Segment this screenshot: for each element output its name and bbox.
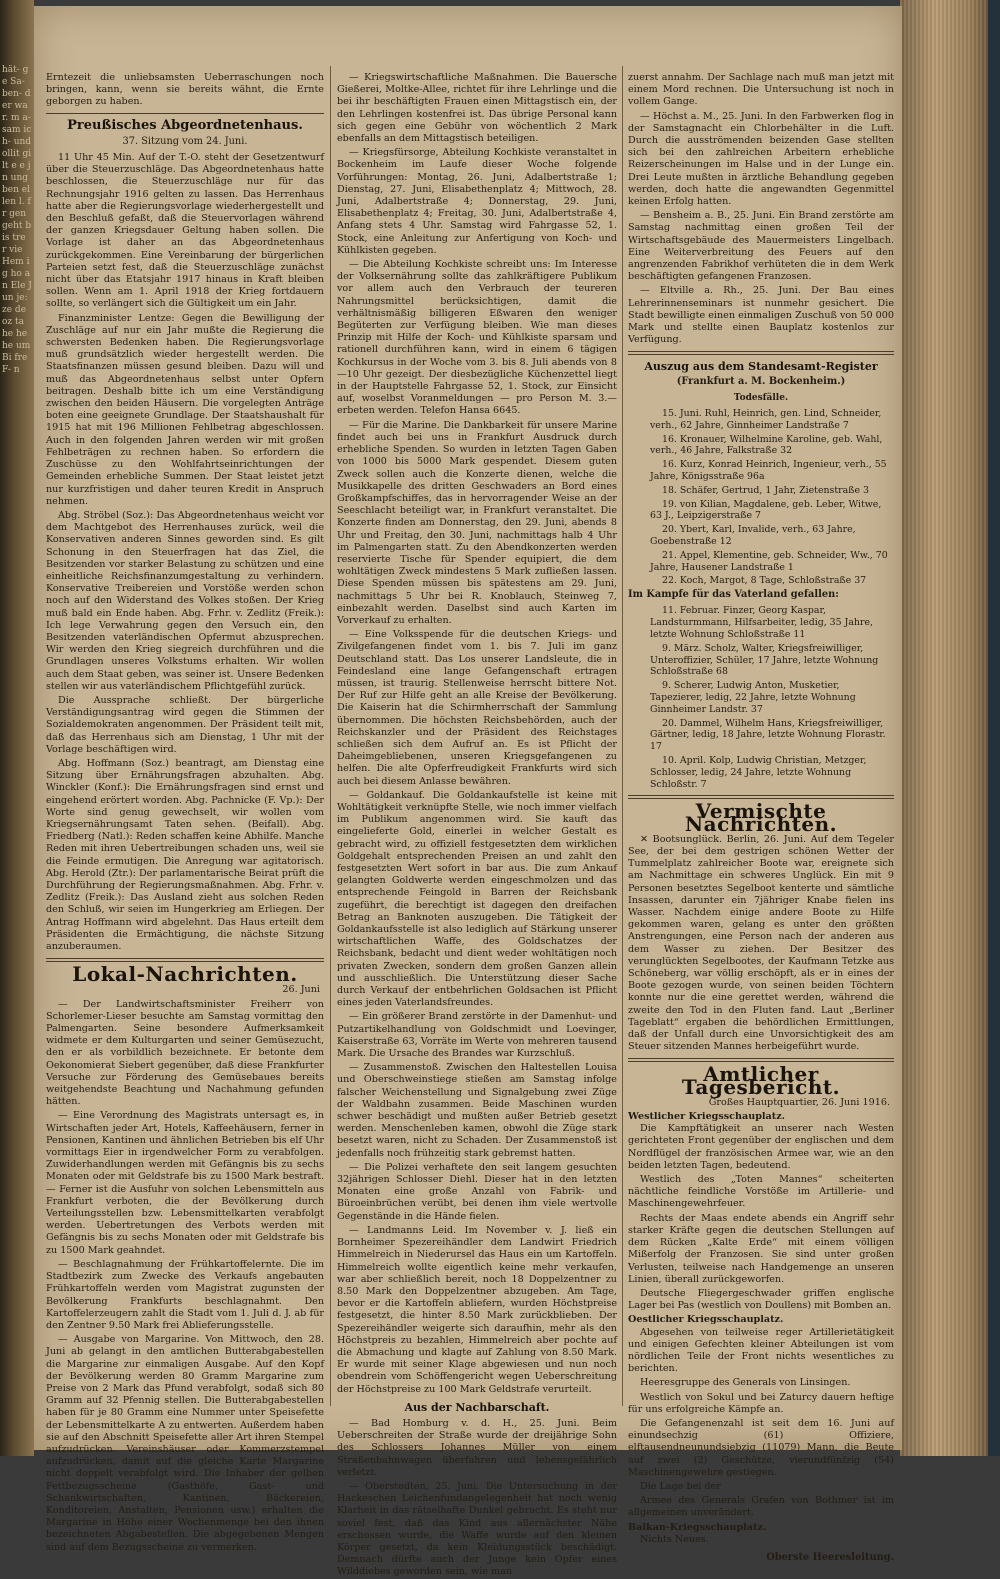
- column-rule-1: [330, 66, 331, 1406]
- divider: [46, 113, 324, 114]
- article-paragraph: — Oberstedten, 25. Juni. Die Untersuchung in der Hackeschen Leichenfundangelegenheit hat noch wenig Klarheit in das rätselhafte Dunkel gebracht. Es steht nur soviel fest, daß das Kind aus allernächster Nähe erschossen wurde, die Waffe wurde auf den kleinen Körper gesetzt, da kein Kleidungsstück beschädigt. Demnach dürfte auch der Junge kein Opfer eines Wilddiebes geworden sein, wie man: [337, 1480, 617, 1578]
- article-paragraph: — Bensheim a. B., 25. Juni. Ein Brand zerstörte am Samstag nachmittag einen großen Teil der Wirtschaftsgebäude des Mauermeisters Lingelbach. Eine Weiterverbreitung des Feuers auf den angrenzenden Fabrikhof verhüteten die in dem Werk beschäftigten gefangenen Franzosen.: [628, 210, 894, 283]
- register-entry: 20. Ybert, Karl, Invalide, verh., 63 Jahre, Goebenstraße 12: [650, 524, 856, 548]
- report-balkan-heading: Balkan-Kriegsschauplatz.: [628, 1521, 767, 1533]
- article-paragraph: — Die Polizei verhaftete den seit langem gesuchten 32jährigen Schlosser Diehl. Dieser hat in den letzten Monaten eine große Anzahl von Fabrik- und Büroeinbrüchen verübt, bei denen ihm viele wertvolle Gegenstände in die Hände fielen.: [337, 1161, 617, 1222]
- report-paragraph: Westlich des „Toten Mannes“ scheiterten nächtliche feindliche Vorstöße im Artillerie- und Maschinengewehrfeuer.: [628, 1174, 894, 1210]
- dateline: 26. Juni: [282, 984, 320, 996]
- report-west-heading: Westlicher Kriegsschauplatz.: [628, 1111, 785, 1123]
- article-paragraph: Finanzminister Lentze: Gegen die Bewilligung der Zuschläge auf nur ein Jahr mußte die Regierung die schwersten Bedenken haben. Die Regierungsvorlage muß grundsätzlich wieder hergestellt werden. Die Staatsfinanzen müssen gesund bleiben. Dazu will und muß das Abgeordnetenhaus selbst unter Opfern beitragen. Deshalb bitte ich um eine Verständigung zwischen den beiden Häusern. Die vorgelegten Anträge boten eine geeignete Grundlage. Der Staatshaushalt für 1915 hat mit 196 Millionen Fehlbetrag abgeschlossen. Auch in den folgenden Jahren werden wir mit großen Fehlbeträgen zu rechnen haben. So erfordern die Zuschüsse zu den Wohlfahrtseinrichtungen der Gemeinden erhebliche Summen. Der Staat leistet jetzt nur kurzfristigen und daher teuren Kredit in Anspruch nehmen.: [46, 312, 324, 507]
- register-entry: 22. Koch, Margot, 8 Tage, Schloßstraße 37: [662, 575, 867, 587]
- report-dateline: Großes Hauptquartier, 26. Juni 1916.: [708, 1096, 890, 1108]
- register-war-entry: 11. Februar. Finzer, Georg Kaspar, Landsturmmann, Hilfsarbeiter, ledig, 35 Jahre, letzte Wohnung Schloßstraße 11: [650, 605, 873, 641]
- section-title-lokal: Lokal-Nachrichten.: [72, 962, 298, 987]
- report-paragraph: Heeresgruppe des Generals von Linsingen.: [640, 1377, 851, 1389]
- register-entry: 16. Kurz, Konrad Heinrich, Ingenieur, verh., 55 Jahre, Königsstraße 96a: [650, 459, 887, 483]
- register-entry: 15. Juni. Ruhl, Heinrich, gen. Lind, Schneider, verh., 62 Jahre, Ginnheimer Landstraße 7: [650, 408, 882, 431]
- article-paragraph: — Ein größerer Brand zerstörte in der Damenhut- und Putzartikelhandlung von Goldschmidt und Loevinger, Kaiserstraße 63, Vorräte im Werte von mehreren tausend Mark. Die Ursache des Brandes war Kurzschluß.: [337, 1011, 617, 1060]
- report-paragraph: Deutsche Fliegergeschwader griffen englische Lager bei Pas (westlich von Doullens) mit Bomben an.: [628, 1287, 894, 1312]
- column-2: [337, 72, 617, 1578]
- register-entry: 18. Schäfer, Gertrud, 1 Jahr, Zietenstraße 3: [662, 484, 869, 496]
- article-paragraph: — Die Abteilung Kochkiste schreibt uns: Im Interesse der Volksernährung sollte das zahlkräftigere Publikum vor allem auch den Verbrauch der teureren Nahrungsmittel berücksichtigen, damit die verhältnismäßig billigeren Eßwaren den weniger Begüterten zur Verfügung bleiben. Wie man dieses Prinzip mit Hilfe der Koch- und Kühlkiste sparsam und rationell durchführen kann, wird in einem 6 tägigen Kochkursus in der Woche vom 3. bis 8. Juli abends von 8—10 Uhr gezeigt. Der diesbezügliche Küchenzettel liegt in der Hauptstelle Fahrgasse 52, 1. Stock, zur Einsicht auf, woselbst Voranmeldungen — pro Person M. 3.— erbeten werden. Telefon Hansa 6645.: [337, 259, 617, 417]
- article-paragraph: Abg. Ströbel (Soz.): Das Abgeordnetenhaus weicht vor dem Machtgebot des Herrenhauses zurück, weil die Konservativen anderen Sinnes geworden sind. Es gilt Schonung in den Steuerfragen hat das Ziel, die Besitzenden vor starker Belastung zu schützen und eine einheitliche Reichsfinanzumgestaltung zu verhindern. Konservative Treibereien und Vorstöße werden schon noch auf den Widerstand des Volkes stoßen. Der Krieg muß bald ein Ende haben. Abg. Frhr. v. Zedlitz (Freik.): Ich lege Verwahrung gegen den Versuch ein, den Besitzenden vaterländischen Opfermut abzusprechen. Wir werden den Krieg siegreich durchführen und die Grundlagen unseres Volkstums erhalten. Wir wollen auch dem Staat geben, was seiner ist. Unsere Bedenken stellen wir aus vaterländischem Pflichtgefühl zurück.: [46, 509, 324, 692]
- register-war-entry: 9. März. Scholz, Walter, Kriegsfreiwilliger, Unteroffizier, Schüler, 17 Jahre, letzte Wohnung Schloßstraße 68: [650, 642, 879, 678]
- register-entry: 19. von Kilian, Magdalene, geb. Leber, Witwe, 63 J., Leipzigerstraße 7: [650, 498, 882, 522]
- register-war-entry: 20. Dammel, Wilhelm Hans, Kriegsfreiwilliger, Gärtner, ledig, 18 Jahre, letzte Wohnung Florastr. 17: [650, 717, 886, 753]
- article-paragraph: — Eine Verordnung des Magistrats untersagt es, in Wirtschaften jeder Art, Hotels, Kaffeehäusern, ferner in Pensionen, Kantinen und ähnlichen Betrieben bis elf Uhr vormittags Eier in irgendwelcher Form zu verabfolgen. Zuwiderhandlungen werden mit Gefängnis bis zu sechs Monaten oder mit Geldstrafe bis zu 1500 Mark bestraft. — Ferner ist die Ausfuhr von solchen Lebensmitteln aus Frankfurt verboten, die der Bevölkerung durch Verteilungsstellen bzw. Lebensmittelkarten verabfolgt werden. Uebertretungen des Verbots werden mit Gefängnis bis zu sechs Monaten oder mit Geldstrafe bis zu 1500 Mark geahndet.: [46, 1110, 324, 1256]
- register-war-heading: Im Kampfe für das Vaterland gefallen:: [628, 589, 839, 601]
- section-title-abgeordnetenhaus: Preußisches Abgeordnetenhaus.: [67, 117, 303, 133]
- register-title: Auszug aus dem Standesamt-Register: [644, 360, 878, 374]
- book-binding-right: [900, 0, 1000, 1456]
- report-paragraph: Nichts Neues.: [640, 1533, 709, 1545]
- article-paragraph: — Für die Marine. Die Dankbarkeit für unsere Marine findet auch bei uns in Frankfurt Ausdruck durch erhebliche Spenden. So wurden in letzten Tagen Gaben von 1000 bis 5000 Mark gespendet. Diesem guten Zweck sollen auch die Konzerte dienen, welche die Musikkapelle des dritten Geschwaders an Bord eines Großkampfschiffes, das in hervorragender Weise an der Seeschlacht beteiligt war, in Frankfurt veranstaltet. Die Konzerte finden am Donnerstag, den 29. Juni, abends 8 Uhr und Freitag, den 30. Juni, nachmittags halb 4 Uhr im Palmengarten statt. Zu den Abendkonzerten werden reservierte Tische für Spender equipiert, die dem wohltätigen Zweck mindestens 5 Mark zufließen lassen. Diese Spenden müssen bis spätestens am 29. Juni, nachmittags 5 Uhr bei R. Knoblauch, Steinweg 7, einbezahlt werden. Daselbst sind auch Karten im Vorverkauf zu erhalten.: [337, 419, 617, 626]
- column-3: [628, 72, 894, 1563]
- newspaper-page: [34, 6, 902, 1578]
- book-cover-edge: [988, 0, 1000, 1456]
- article-paragraph: — Eine Volksspende für die deutschen Kriegs- und Zivilgefangenen findet vom 1. bis 7. Juli im ganz Deutschland statt. Das Los unserer Landsleute, die in Feindesland eine lange Gefangenschaft ertragen müssen, ist traurig. Stellenweise herrscht bittere Not. Der Ruf zur Hilfe geht an alle Kreise der Bevölkerung. Die Kaiserin hat die Schirmherrschaft der Sammlung übernommen. Die höchsten Reichsbehörden, auch der Reichskanzler und der Präsident des Reichstages schließen sich dem Aufruf an. Es ist Pflicht der Daheimgebliebenen, unseren Kriegsgefangenen zu helfen. Die alte Opferfreudigkeit Frankfurts wird sich auch bei diesem Anlasse bewähren.: [337, 629, 617, 787]
- register-war-entry: 9. Scherer, Ludwig Anton, Musketier, Tapezierer, ledig, 22 Jahre, letzte Wohnung Ginnheimer Landstr. 37: [650, 680, 856, 715]
- article-paragraph: — Eltville a. Rh., 25. Juni. Der Bau eines Lehrerinnenseminars ist nunmehr gesichert. Die Stadt bewilligte einen einmaligen Zuschuß von 50 000 Mark und stellte einen Bauplatz kostenlos zur Verfügung.: [628, 285, 894, 346]
- register-entry: 21. Appel, Klementine, geb. Schneider, Ww., 70 Jahre, Hausener Landstraße 1: [650, 549, 888, 573]
- article-paragraph: — Kriegsfürsorge, Abteilung Kochkiste veranstaltet in Bockenheim im Laufe dieser Woche folgende Vorführungen: Montag, 26. Juni, Adalbertstraße 1; Dienstag, 27. Juni, Elisabethenplatz 4; Mittwoch, 28. Juni, Adalbertstraße 4; Donnerstag, 29. Juni, Elisabethenplatz 4; Freitag, 30. Juni, Adalbertstraße 4, Anfang stets 4 Uhr. Samstag wird Fahrgasse 52, 1. Stock, eine Anleitung zur Anfertigung von Koch- und Kühlkisten gegeben.: [337, 147, 617, 256]
- report-paragraph: Die Lage bei der: [640, 1480, 721, 1492]
- report-paragraph: Westlich von Sokul und bei Zaturcy dauern heftige für uns erfolgreiche Kämpfe an.: [628, 1391, 894, 1415]
- article-paragraph: — Landmanns Leid. Im November v. J. ließ ein Bornheimer Spezereihändler dem Landwirt Friedrich Himmelreich in Niederursel das Haus ein um Kartoffeln. Himmelreich wollte eigentlich keine mehr verkaufen, war aber schließlich bereit, noch 18 Doppelzentner zu 8.50 Mark den Doppelzentner abzugeben. Am Tage, bevor er die Kartoffeln abliefern, wurden Höchstpreise festgesetzt, die hinter 8.50 Mark zurückblieben. Der Spezereihändler weigerte sich daraufhin, mehr als den Höchstpreis zu bezahlen, Himmelreich aber pochte auf die Abmachung und klagte auf Zahlung von 8.50 Mark. Er wurde mit seiner Klage abgewiesen und nun noch obendrein vom Schöffengericht wegen Ueberschreitung der Höchstpreise zu 100 Mark Geldstrafe verurteilt.: [337, 1224, 617, 1395]
- divider: [628, 351, 894, 355]
- article-paragraph: zuerst annahm. Der Sachlage nach muß man jetzt mit einem Mord rechnen. Die Untersuchung ist noch in vollem Gange.: [628, 72, 894, 108]
- register-war-entry: 10. April. Kolp, Ludwig Christian, Metzger, Schlosser, ledig, 24 Jahre, letzte Wohnung Schloßstr. 7: [650, 755, 867, 790]
- report-paragraph: Die Gefangenenzahl ist seit dem 16. Juni auf einundsechzig (61) Offiziere, elftausendneunundsiebzig (11079) Mann, die Beute auf zwei (2) Geschütze, vierundfünfzig (54) Maschinengewehre gestiegen.: [628, 1417, 894, 1478]
- section-title-nachbarschaft: Aus der Nachbarschaft.: [404, 1400, 550, 1414]
- article-paragraph: 11 Uhr 45 Min. Auf der T.-O. steht der Gesetzentwurf über die Steuerzuschläge. Das Abgeordnetenhaus hatte beschlossen, die Steuerzuschläge nur für das Rechnungsjahr 1916 gelten zu lassen. Das Herrenhaus hatte aber die Regierungsvorlage wiederhergestellt und den Beschluß gefaßt, daß die Steuervorlagen während der ganzen Kriegsdauer Geltung haben sollen. Die Vorlage ist daher an das Abgeordnetenhaus zurückgekommen. Eine Vereinbarung der bürgerlichen Parteien setzt fest, daß die Steuerzuschläge zunächst nicht über das Etatsjahr 1917 hinaus in Kraft bleiben sollen. Wenn am 1. April 1918 der Krieg fortdauern sollte, so verlängert sich die Gültigkeit um ein Jahr.: [46, 152, 324, 310]
- report-paragraph: Die Kampftätigkeit an unserer nach Westen gerichteten Front gegenüber der englischen und dem Nordflügel der französischen Armee war, wie an den beiden letzten Tagen, bedeutend.: [628, 1123, 894, 1171]
- report-signature: Oberste Heeresleitung.: [766, 1551, 894, 1563]
- article-paragraph: — Goldankauf. Die Goldankaufstelle ist keine mit Wohltätigkeit verknüpfte Stelle, wie noch immer vielfach im Publikum angenommen wird. Sie kauft das eingelieferte Gold, einerlei in welcher Gestalt es gebracht wird, zu offiziell festgesetzten dem wirklichen Goldgehalt entsprechenden Preisen an und zahlt den festgesetzten Wert sofort in bar aus. Die zum Ankauf gelangten Goldwerte werden eingeschmolzen und das entsprechende Feingold in Barren der Reichsbank zugeführt, die berechtigt ist dagegen den dreifachen Betrag an Banknoten auszugeben. Die Tätigkeit der Goldankaufsstelle ist also lediglich auf Stärkung unserer wirtschaftlichen Waffe, des Goldschatzes der Reichsbank, bedacht und dient weder wohltätigen noch privaten Zwecken, sondern dem großen Ganzen allein und ausschließlich. Die Unterstützung dieser Sache durch Verkauf der entbehrlichen Goldsachen ist Pflicht eines jeden Vaterlandsfreundes.: [337, 789, 617, 1009]
- section-title-vermischte: Vermischte Nachrichten.: [684, 799, 838, 836]
- article-paragraph: — Höchst a. M., 25. Juni. In den Farbwerken flog in der Samstagnacht ein Chlorbehälter in die Luft. Durch die ausströmenden beizenden Gase stellten sich bei den zahlreichen Arbeitern erhebliche Reizerscheinungen im Halse und in der Lunge ein. Drei Leute mußten in ärztliche Behandlung gegeben werden, doch hatte die angewandten Gegenmittel keinen Erfolg hatten.: [628, 110, 894, 208]
- register-entry: 16. Kronauer, Wilhelmine Karoline, geb. Wahl, verh., 46 Jahre, Falkstraße 32: [650, 433, 883, 457]
- session-line: 37. Sitzung vom 24. Juni.: [122, 135, 248, 147]
- report-paragraph: Abgesehen von teilweise reger Artillerietätigkeit und einigen Gefechten kleiner Abteilungen ist vom nördlichen Teile der Front nichts wesentliches zu berichten.: [628, 1326, 894, 1375]
- article-paragraph: Abg. Hoffmann (Soz.) beantragt, am Dienstag eine Sitzung über Ernährungsfragen abzuhalten. Abg. Winckler (Konf.): Die Ernährungsfragen sind ernst und eingehend erörtert worden. Abg. Pachnicke (F. Vp.): Der Worte sind genug gewechselt, wir wollen vom Kriegsernährungsamt Taten sehen. (Beifall). Abg. Friedberg (Natl.): Reden schaffen keine Abhilfe. Manche Reden mit ihren Uebertreibungen schaden uns, weil sie die Feinde ermutigen. Die Anregung war agitatorisch. Abg. Herold (Ztr.): Der parlamentarische Beirat prüft die Durchführung der Regierungsmaßnahmen. Abg. Frhr. v. Zedlitz (Freik.): Das Ausland zieht aus solchen Reden den Schluß, wir seien im Hungerkrieg am Erliegen. Der Antrag Hoffmann wird abgelehnt. Das Haus erteilt dem Präsidenten die Ermächtigung, die nächste Sitzung anzuberaumen.: [46, 757, 324, 953]
- register-section: Todesfälle.: [733, 392, 789, 403]
- column-1: [46, 72, 324, 1553]
- article-paragraph: — Ausgabe von Margarine. Von Mittwoch, den 28. Juni ab gelangt in den amtlichen Butterabgabestellen die Margarine zur einmaligen Ausgabe. Auf den Kopf der Bevölkerung werden 80 Gramm Margarine zum Preise von 2 Mark das Pfund verabfolgt, sodaß sich 80 Gramm auf 32 Pfennig stellen. Die Butterabgabestellen haben für je 80 Gramm eine Nummer unter Speisefette der Lebensmittelkarte A zu entwerten. Außerdem haben sie auf den Abschnitt Speisefette aller Art ihren Stempel aufzudrücken. Vereinshäuser oder Kommerzstempel aufzudrücken, damit auf die gleiche Karte Margarine nicht doppelt verabfolgt wird. Die Inhaber der gelben Fettbezugsscheine (Gasthöfe, Gast- und Schankwirtschaften, Kantinen, Bäckereien, Konditoreien, Anstalten, Pensionen usw.) erhalten die Margarine in Höhe einer Wochenmenge bei den ihnen bezeichneten Abgabestellen. Die abgegebenen Mengen sind auf dem Bezugsscheine zu vermerken.: [46, 1334, 324, 1553]
- section-title-tagesbericht: Amtlicher Tagesbericht.: [681, 1062, 841, 1099]
- article-paragraph: — Der Landwirtschaftsminister Freiherr von Schorlemer-Lieser besuchte am Samstag vormittag den Palmengarten. Seine besondere Aufmerksamkeit widmete er dem Kulturgarten und seiner Gemüsezucht, den er als vorbildlich bezeichnete. Er betonte dem Oekonomierat Siebert gegenüber, daß diese Frankfurter Versuche zur Förderung des Gemüsebaues bereits weitgehendste Beachtung und Nachahmung gefunden hätten.: [46, 998, 324, 1108]
- register-subtitle: (Frankfurt a. M. Bockenheim.): [676, 375, 846, 387]
- column-rule-2: [622, 66, 623, 1406]
- article-paragraph: ✕ Bootsunglück. Berlin, 26. Juni. Auf dem Tegeler See, der bei dem gestrigen schönen Wetter der Tummelplatz zahlreicher Boote war, ereignete sich am Nachmittage ein schweres Unglück. Ein mit 9 Personen besetztes Segelboot kenterte und sämtliche Insassen, darunter ein 7jähriger Knabe fielen ins Wasser. Nachdem einige andere Boote zu Hilfe gekommen waren, gelang es unter den größten Anstrengungen, eine Person nach der anderen aus dem Wasser zu ziehen. Der Besitzer des verunglückten Segelbootes, der Kaufmann Tetzke aus Schöneberg, war völlig erschöpft, als er in eines der Boote gezogen wurde, von seinen beiden Töchtern konnte nur die eine gerettet werden, während die zweite den Tod in den Fluten fand. Laut „Berliner Tageblatt“ ergaben die behördlichen Ermittlungen, daß der Unfall durch eine Unvorsichtigkeit des am Steuer sitzenden Mannes herbeigeführt wurde.: [628, 833, 894, 1053]
- article-paragraph: — Kriegswirtschaftliche Maßnahmen. Die Bauersche Gießerei, Moltke-Allee, richtet für ihre Lehrlinge und die bei ihr beschäftigten Frauen einen Mittagstisch ein, der den Lehrlingen kostenfrei ist. Das übrige Personal kann sich gegen eine Gebühr von wöchentlich 2 Mark ebenfalls an dem Mittagstisch beteiligen.: [337, 72, 617, 145]
- report-paragraph: Armee des Generals Grafen von Bothmer ist im allgemeinen unverändert.: [628, 1495, 894, 1519]
- article-paragraph: Die Aussprache schließt. Der bürgerliche Verständigungsantrag wird gegen die Stimmen der Sozialdemokraten angenommen. Der Präsident teilt mit, daß das Herrenhaus sich am Dienstag, 1 Uhr mit der Vorlage beschäftigen wird.: [46, 694, 324, 755]
- report-east-heading: Oestlicher Kriegsschauplatz.: [628, 1314, 784, 1326]
- intro-text: Erntezeit die unliebsamsten Ueberraschungen noch bringen, kann, wenn sie bereits wähnt, die Ernte geborgen zu haben.: [46, 72, 324, 108]
- previous-page-edge: hät- ge Sa- ben- der war. m a- sam ich- und ollit gilt e e jn ung ben ellen l. fr gen geht bis tre r vie Hem ig ho an Ele Jun je: ze de oz ta he he he um Bi fre F- n: [2, 65, 32, 375]
- article-paragraph: — Zusammenstoß. Zwischen den Haltestellen Louisa und Oberschweinstiege stießen am Samstag infolge falscher Weichenstellung und Signalgebung zwei Züge der Waldbahn zusammen. Beide Maschinen wurden schwer beschädigt und mußten außer Betrieb gesetzt werden. Menschenleben kamen, obwohl die Züge stark besetzt waren, nicht zu Schaden. Der Zusammenstoß ist jedenfalls noch frühzeitig stark gebremst hatten.: [337, 1062, 617, 1159]
- article-paragraph: — Beschlagnahmung der Frühkartoffelernte. Die im Stadtbezirk zum Zwecke des Verkaufs angebauten Frühkartoffeln werden vom Magistrat zugunsten der Bevölkerung Frankfurts beschlagnahmt. Den Kartoffelerzeugern zahlt die Stadt vom 1. Juli d. J. ab für den Zentner 9.50 Mark frei Ablieferungsstelle.: [46, 1258, 324, 1331]
- article-paragraph: — Bad Homburg v. d. H., 25. Juni. Beim Ueberschreiten der Straße wurde der dreijährige Sohn des Schlossers Johannes Müller von einem Straßenbahnwagen überfahren und lebensgefährlich verletzt.: [337, 1417, 617, 1478]
- report-paragraph: Rechts der Maas endete abends ein Angriff sehr starker Kräfte gegen die deutschen Stellungen auf dem Rücken „Kalte Erde“ mit einem völligen Mißerfolg der Franzosen. Sie sind unter großen Verlusten, teilweise nach Handgemenge an unseren Linien, überall zurückgeworfen.: [628, 1212, 894, 1285]
